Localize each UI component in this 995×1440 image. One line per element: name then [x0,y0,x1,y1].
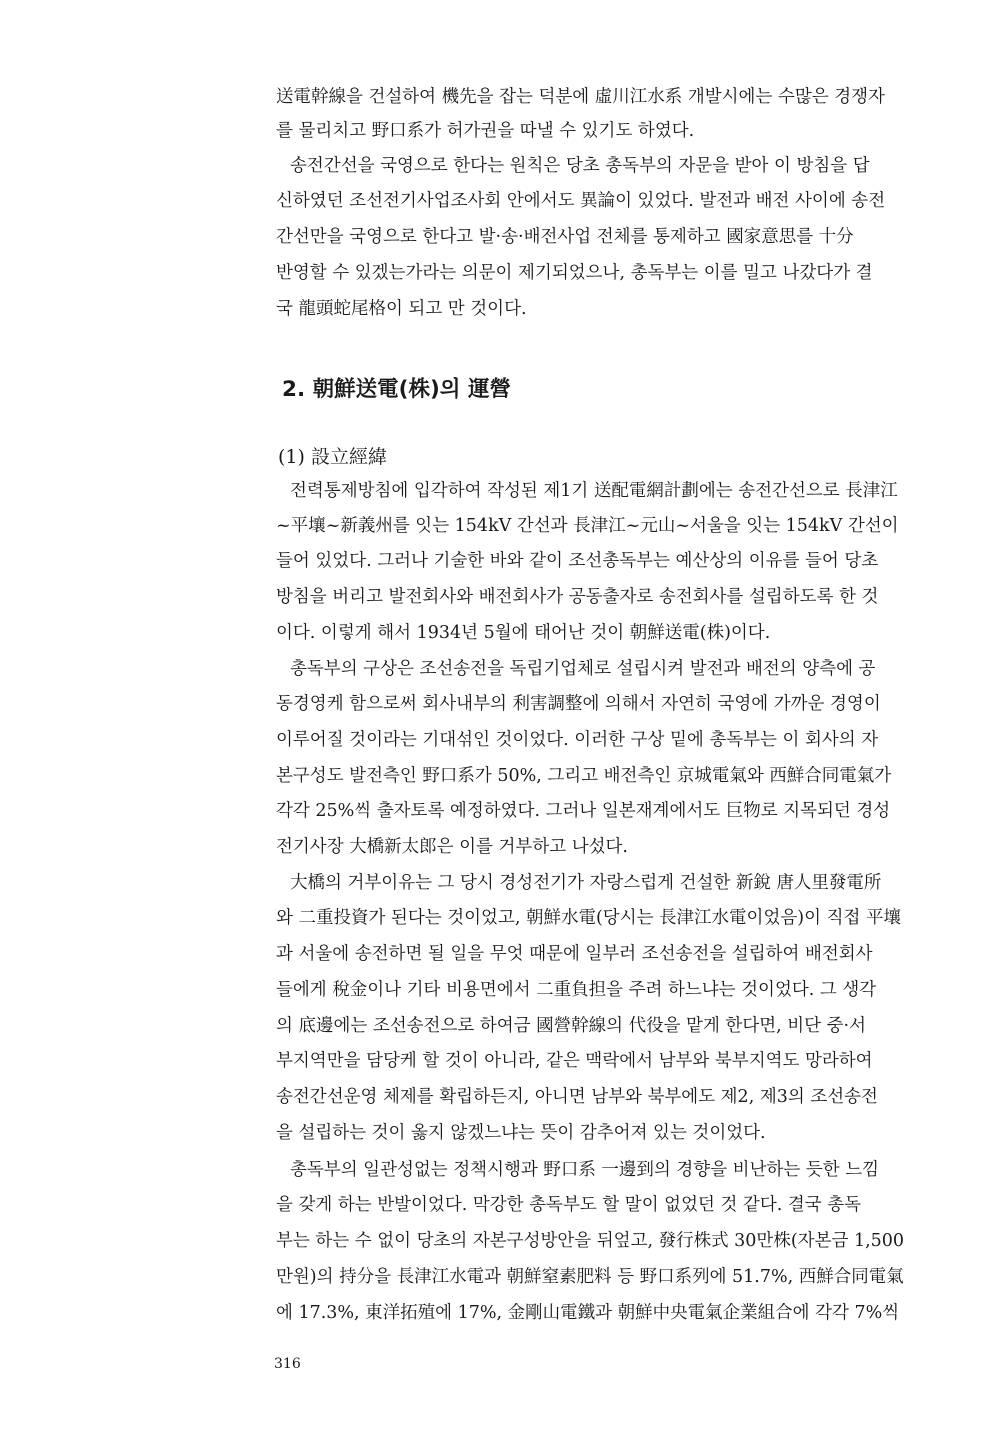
text-line: 大橋의 거부이유는 그 당시 경성전기가 자랑스럽게 건설한 新銳 唐人里發電所 [290,873,882,893]
text-line: 의 底邊에는 조선송전으로 하여금 國營幹線의 代役을 맡게 한다면, 비단 중·서 [276,1016,867,1036]
text-line: 신하였던 조선전기사업조사회 안에서도 異論이 있었다. 발전과 배전 사이에 송전 [276,191,886,211]
text-line: 간선만을 국영으로 한다고 발·송·배전사업 전체를 통제하고 國家意思를 十分 [276,227,854,247]
text-line: 들어 있었다. 그러나 기술한 바와 같이 조선총독부는 예산상의 이유를 들어 당초 [276,551,879,571]
text-line: 이다. 이렇게 해서 1934년 5월에 태어난 것이 朝鮮送電(株)이다. [276,623,771,643]
text-line: 送電幹線을 건설하여 機先을 잡는 덕분에 虛川江水系 개발시에는 수많은 경쟁자 [276,87,885,107]
section-heading: 2. 朝鮮送電(株)의 運營 [282,377,512,402]
text-line: 본구성도 발전측인 野口系가 50%, 그리고 배전측인 京城電氣와 西鮮合同電氣가 [276,766,892,786]
text-line: 송전간선을 국영으로 한다는 원칙은 당초 총독부의 자문을 받아 이 방침을 답 [290,156,870,176]
text-line: 에 17.3%, 東洋拓殖에 17%, 金剛山電鐵과 朝鮮中央電氣企業組合에 각각 7%씩 [276,1303,900,1323]
text-line: 만원)의 持分을 長津江水電과 朝鮮窒素肥料 등 野口系列에 51.7%, 西鮮合同電氣 [276,1267,904,1287]
text-line: 들에게 稅金이나 기타 비용면에서 二重負担을 주려 하느냐는 것이었다. 그 생각 [276,980,877,1000]
text-line: 부지역만을 담당케 할 것이 아니라, 같은 맥락에서 남부와 북부지역도 망라하여 [276,1051,873,1071]
subsection-heading: (1) 設立經緯 [278,446,387,468]
text-line: 과 서울에 송전하면 될 일을 무엇 때문에 일부러 조선송전을 설립하여 배전회사 [276,944,873,964]
text-line: 을 설립하는 것이 옳지 않겠느냐는 뜻이 감추어져 있는 것이었다. [276,1123,766,1143]
text-line: 전기사장 大橋新太郎은 이를 거부하고 나섰다. [276,837,628,857]
text-line: ~平壤~新義州를 잇는 154kV 간선과 長津江~元山~서울을 잇는 154kV 간선이 [276,516,899,536]
text-line: 총독부의 일관성없는 정책시행과 野口系 一邊到의 경향을 비난하는 듯한 느낌 [290,1160,880,1180]
text-line: 을 갖게 하는 반발이었다. 막강한 총독부도 할 말이 없었던 것 같다. 결국 총독 [276,1195,862,1215]
text-line: 를 물리치고 野口系가 허가권을 따낼 수 있기도 하였다. [276,121,695,141]
text-line: 국 龍頭蛇尾格이 되고 만 것이다. [276,299,527,319]
text-line: 이루어질 것이라는 기대섞인 것이었다. 이러한 구상 밑에 총독부는 이 회사의 자 [276,730,879,750]
text-line: 동경영케 함으로써 회사내부의 利害調整에 의해서 자연히 국영에 가까운 경영이 [276,694,881,714]
text-line: 부는 하는 수 없이 당초의 자본구성방안을 뒤엎고, 發行株式 30만株(자본금 1,500 [276,1231,905,1251]
text-line: 송전간선운영 체제를 확립하든지, 아니면 남부와 북부에도 제2, 제3의 조선송전 [276,1087,878,1107]
text-line: 와 二重投資가 된다는 것이었고, 朝鮮水電(당시는 長津江水電이었음)이 직접 平壤 [276,908,901,928]
page-number: 316 [274,1356,301,1372]
text-line: 총독부의 구상은 조선송전을 독립기업체로 설립시켜 발전과 배전의 양측에 공 [290,659,876,679]
text-line: 전력통제방침에 입각하여 작성된 제1기 送配電網計劃에는 송전간선으로 長津江 [290,481,898,501]
text-line: 각각 25%씩 출자토록 예정하였다. 그러나 일본재계에서도 巨物로 지목되던 경성 [276,801,891,821]
text-line: 반영할 수 있겠는가라는 의문이 제기되었으나, 총독부는 이를 밀고 나갔다가 결 [276,263,873,283]
text-line: 방침을 버리고 발전회사와 배전회사가 공동출자로 송전회사를 설립하도록 한 것 [276,587,879,607]
